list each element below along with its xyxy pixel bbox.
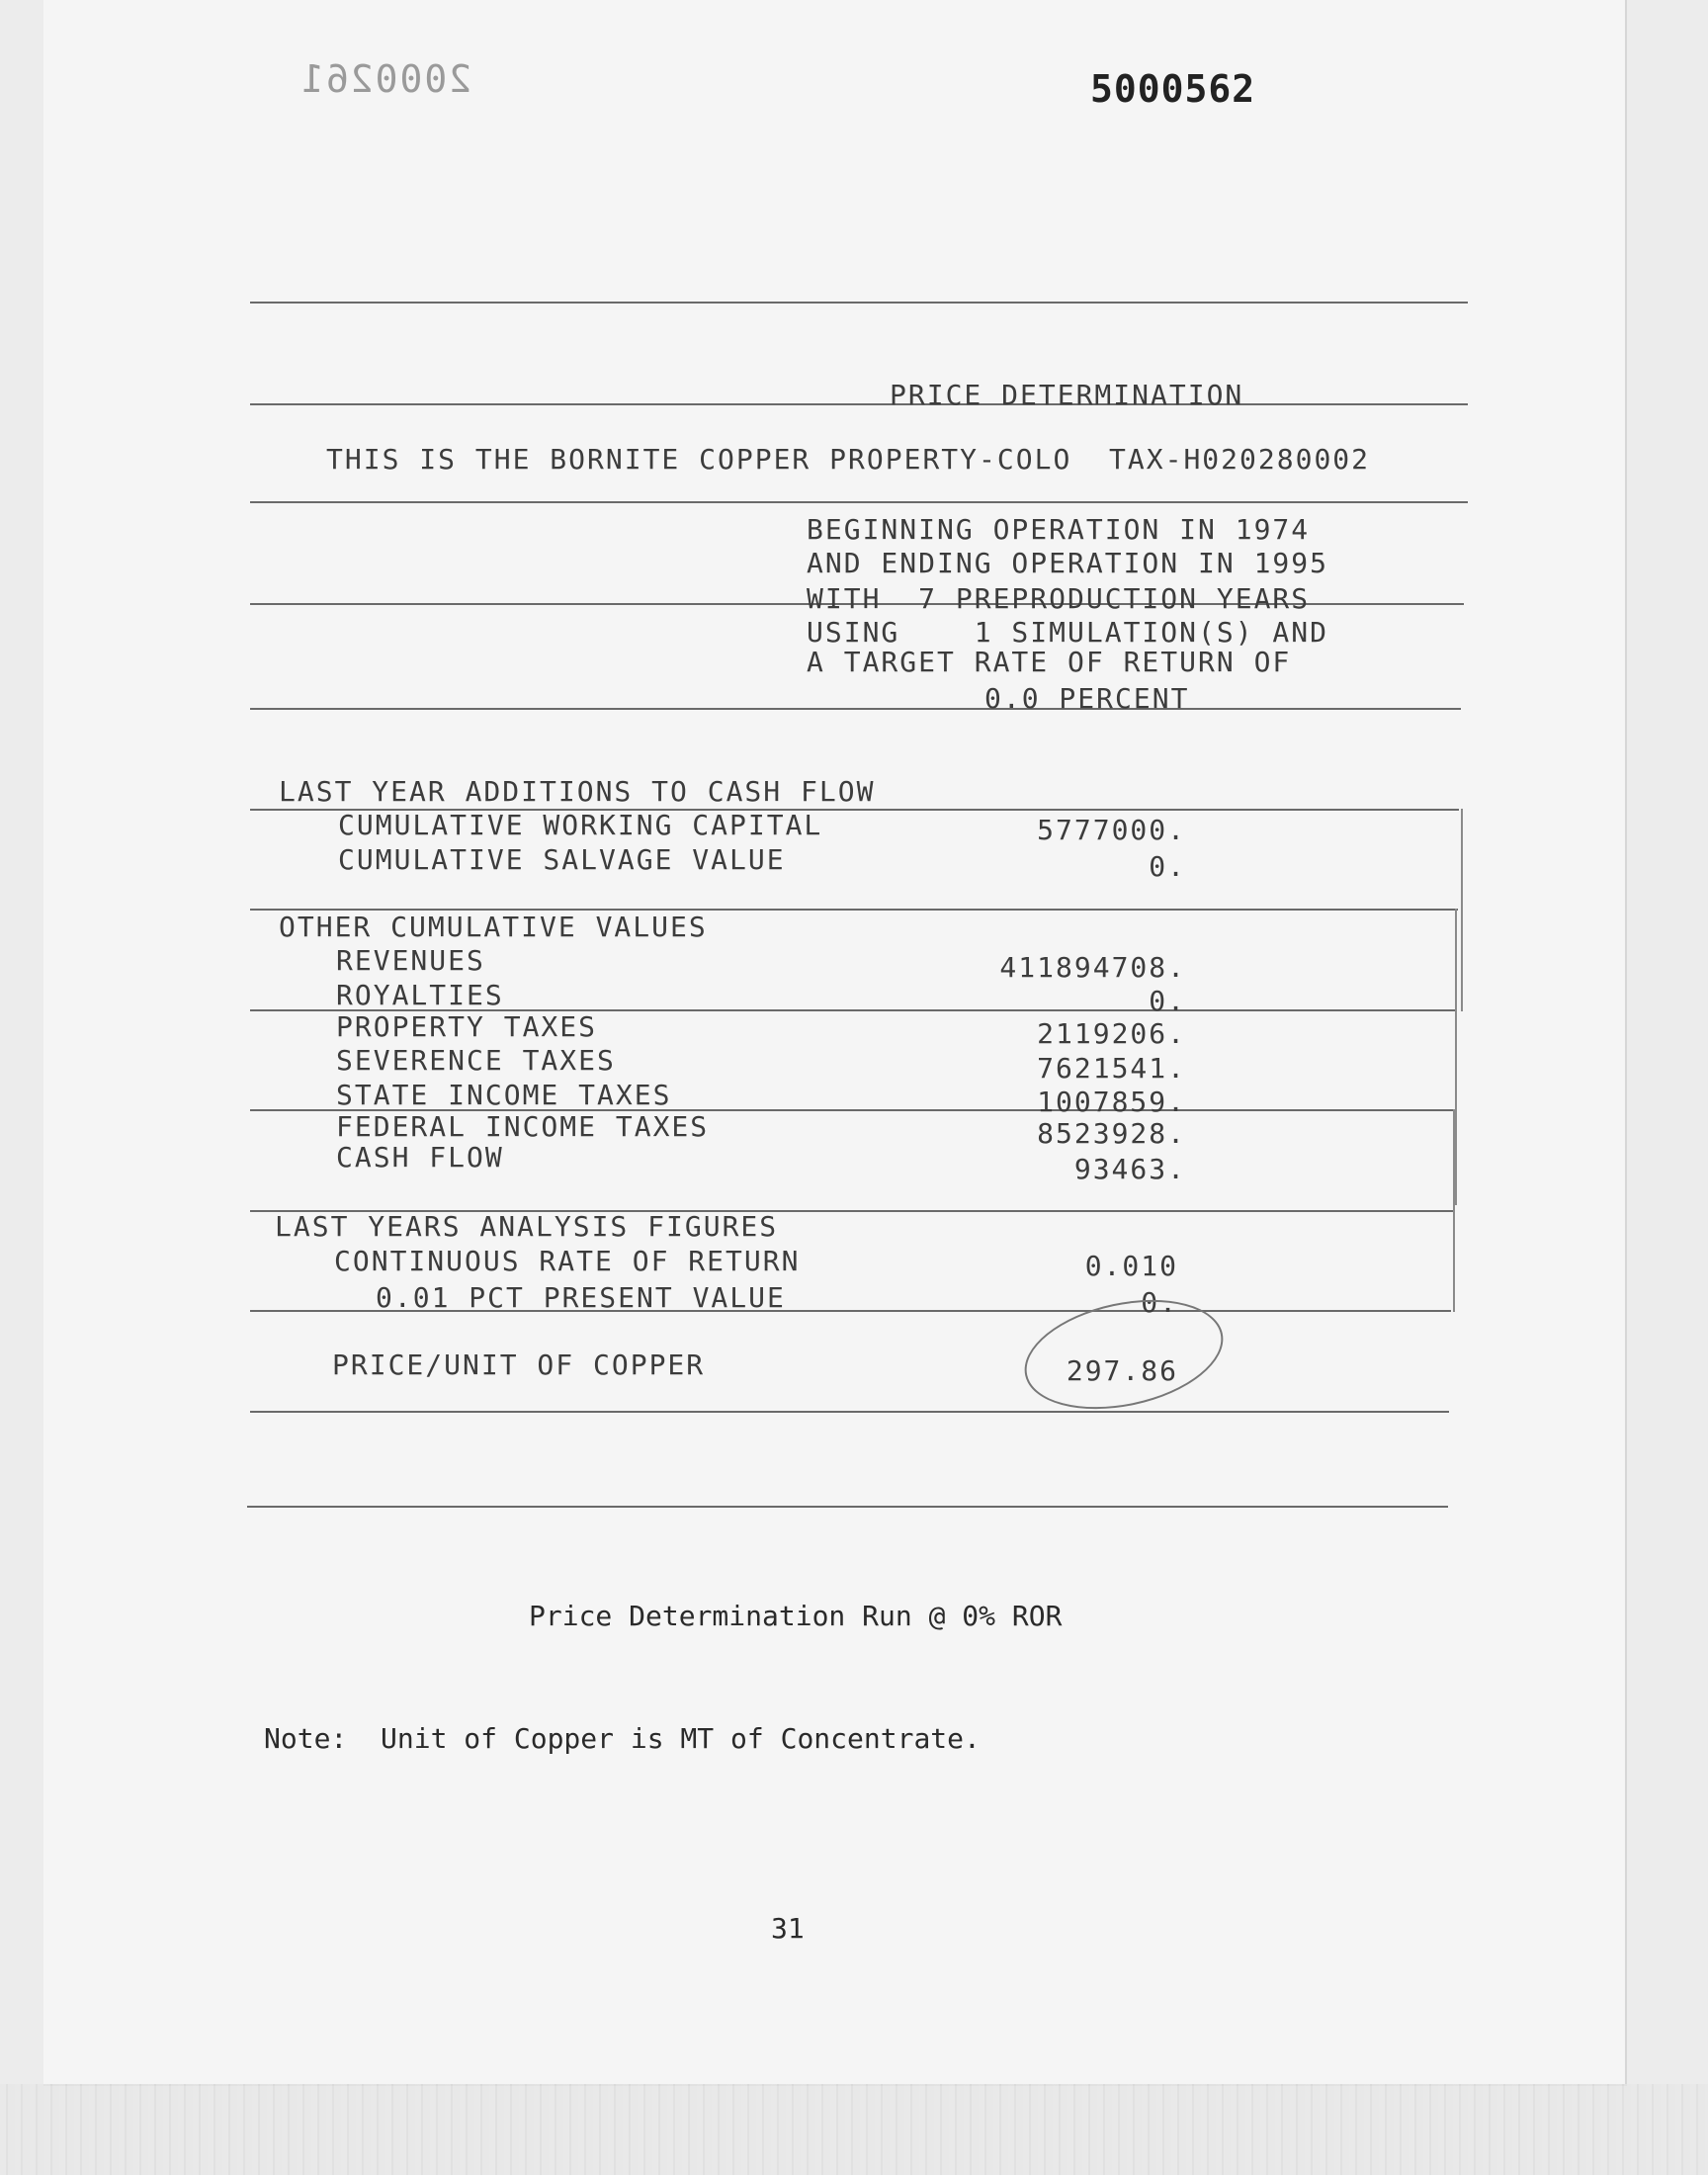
row-value: 1007859. [1037, 1086, 1186, 1118]
row-label: PROPERTY TAXES [336, 1010, 598, 1043]
note: Note: Unit of Copper is MT of Concentrate. [264, 1722, 981, 1755]
row-label: STATE INCOME TAXES [336, 1079, 672, 1111]
edge-line [1461, 809, 1463, 1011]
row-label: 0.01 PCT PRESENT VALUE [376, 1281, 786, 1314]
rule [250, 501, 1468, 503]
row-value: 93463. [1073, 1153, 1186, 1185]
property-line: THIS IS THE BORNITE COPPER PROPERTY-COLO TAX-H020280002 [326, 443, 1371, 476]
section-heading: LAST YEAR ADDITIONS TO CASH FLOW [279, 775, 876, 808]
row-value: 0. [1149, 985, 1186, 1017]
edge-line [1453, 1109, 1455, 1312]
price-value: 297.86 [1066, 1354, 1178, 1387]
row-label: CUMULATIVE WORKING CAPITAL [338, 809, 823, 841]
row-label: CUMULATIVE SALVAGE VALUE [338, 843, 786, 876]
section-heading: OTHER CUMULATIVE VALUES [279, 911, 708, 943]
rule [250, 1411, 1449, 1413]
document-page [43, 0, 1627, 2086]
row-label: ROYALTIES [336, 979, 504, 1011]
rule [247, 1506, 1448, 1508]
row-value: 2119206. [1037, 1017, 1186, 1050]
row-label: FEDERAL INCOME TAXES [336, 1110, 710, 1143]
document-id-stamp: 5000562 [1090, 67, 1256, 111]
edge-line [1455, 909, 1457, 1205]
price-label: PRICE/UNIT OF COPPER [332, 1348, 706, 1381]
row-value: 7621541. [1037, 1052, 1186, 1085]
report-title: PRICE DETERMINATION [890, 379, 1244, 411]
operation-line: USING 1 SIMULATION(S) AND [807, 616, 1329, 649]
operation-line: 0.0 PERCENT [984, 682, 1190, 715]
row-label: SEVERENCE TAXES [336, 1044, 616, 1077]
page-number: 31 [771, 1912, 805, 1945]
row-label: REVENUES [336, 944, 485, 977]
operation-line: BEGINNING OPERATION IN 1974 [807, 513, 1311, 546]
row-value: 5777000. [1037, 814, 1186, 846]
operation-line: AND ENDING OPERATION IN 1995 [807, 547, 1329, 579]
caption: Price Determination Run @ 0% ROR [529, 1600, 1063, 1632]
rule [250, 403, 1468, 405]
row-value: 0. [1149, 850, 1186, 883]
row-label: CONTINUOUS RATE OF RETURN [334, 1245, 801, 1277]
faded-stamp-number: 2000261 [299, 57, 472, 101]
row-value: 0.010 [1084, 1250, 1178, 1282]
section-heading: LAST YEARS ANALYSIS FIGURES [275, 1210, 779, 1243]
rule [250, 708, 1461, 710]
rule [250, 302, 1468, 304]
row-value: 0. [1141, 1286, 1178, 1319]
row-label: CASH FLOW [336, 1141, 504, 1174]
operation-line: A TARGET RATE OF RETURN OF [807, 646, 1292, 678]
row-value: 411894708. [999, 951, 1186, 984]
row-value: 8523928. [1037, 1117, 1186, 1150]
scan-edge [0, 2084, 1708, 2175]
operation-line: WITH 7 PREPRODUCTION YEARS [807, 582, 1311, 615]
